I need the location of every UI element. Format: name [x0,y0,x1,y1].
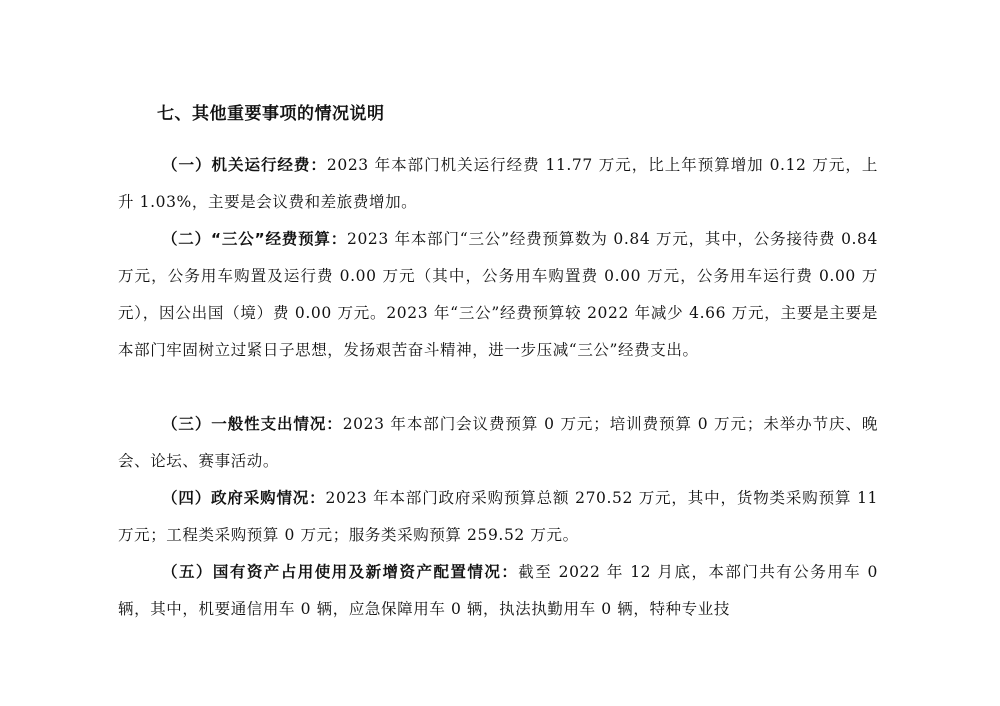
paragraph-heading: （一）机关运行经费： [162,155,327,174]
paragraph-heading: （三）一般性支出情况： [162,414,343,433]
paragraph-text: 截至 2022 年 12 月底，本部门共有公务用车 0 辆，其中，机要通信用车 0 辆，应急保障用车 0 辆，执法执勤用车 0 辆，特种专业技 [118,562,878,618]
paragraph-text: 2023 年本部门机关运行经费 11.77 万元，比上年预算增加 0.12 万元，上升 1.03%，主要是会议费和差旅费增加。 [118,155,878,211]
paragraph-operating-expenses [118,147,878,221]
paragraph-text: 2023 年本部门会议费预算 0 万元；培训费预算 0 万元；未举办节庆、晚会、论坛、赛事活动。 [118,414,878,470]
paragraph-heading: （四）政府采购情况： [162,488,326,507]
section-title: 七、其他重要事项的情况说明 [157,104,385,124]
paragraph-government-procurement [118,480,878,554]
paragraph-heading: （二）“三公”经费预算： [162,229,347,248]
paragraph-state-assets [118,554,878,628]
paragraph-general-expenditure [118,406,878,480]
paragraph-text: 2023 年本部门政府采购预算总额 270.52 万元，其中，货物类采购预算 11 万元；工程类采购预算 0 万元；服务类采购预算 259.52 万元。 [118,488,878,544]
paragraph-heading: （五）国有资产占用使用及新增资产配置情况： [162,562,519,581]
paragraph-text: 2023 年本部门“三公”经费预算数为 0.84 万元，其中，公务接待费 0.84 万元，公务用车购置及运行费 0.00 万元（其中，公务用车购置费 0.00 万元，公务用车运行费 0.00 万元），因公出国（境）费 0.00 万元。2023 年“三公”经费预算较 2022 年减少 4.66 万元，主要是主要是本部门牢固树立过紧日子思想，发扬艰苦奋斗精神，进一步压减“三公”经费支出。 [118,229,878,359]
paragraph-three-public-expenses [118,221,878,369]
